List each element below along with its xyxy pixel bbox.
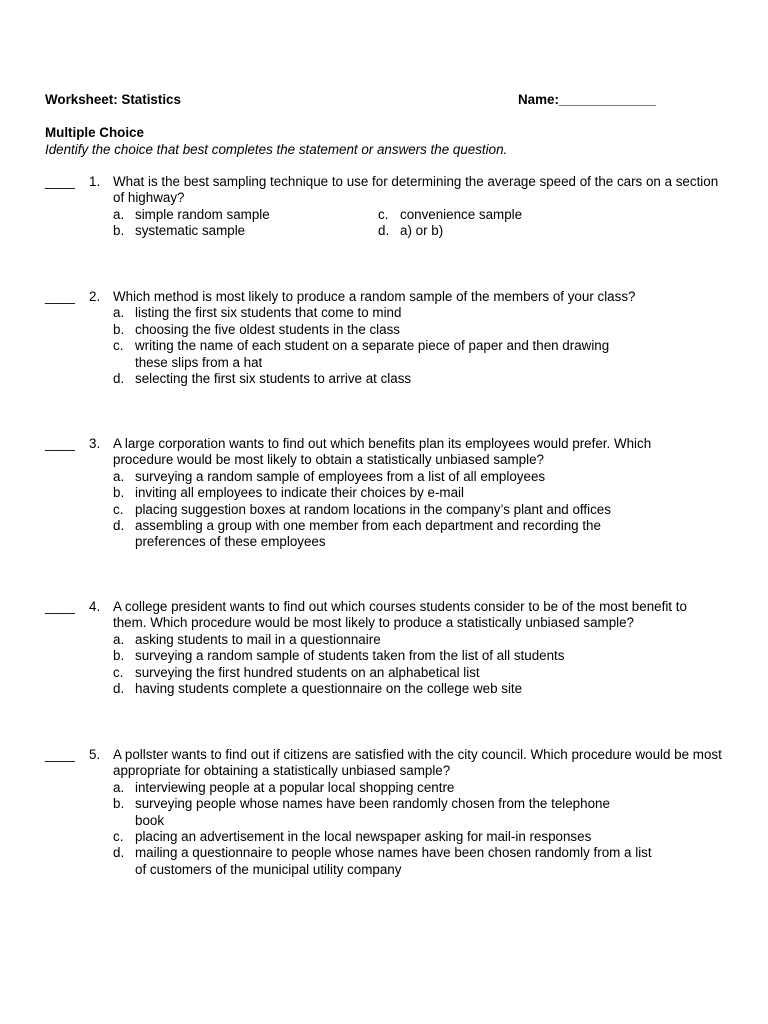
option-letter: b. xyxy=(113,796,125,812)
question-5 xyxy=(45,747,725,878)
options xyxy=(113,305,725,387)
option-d xyxy=(378,223,640,239)
question-3 xyxy=(45,436,725,551)
name-field: Name:_____________ xyxy=(518,92,656,107)
answer-blank: ____ xyxy=(45,747,75,762)
option-letter: d. xyxy=(378,223,390,239)
option-text: surveying a random sample of students taken from the list of all students xyxy=(135,648,565,664)
option-a xyxy=(113,207,375,223)
option-b xyxy=(113,322,725,338)
question-text: A large corporation wants to find out which benefits plan its employees would prefer. Which procedure would be most likely to obtain a statistically unbiased sample? xyxy=(113,436,652,468)
option-text: writing the name of each student on a separate piece of paper and then drawing these slips from a hat xyxy=(135,338,610,370)
option-text: surveying people whose names have been randomly chosen from the telephone book xyxy=(135,796,610,828)
option-text: listing the first six students that come to mind xyxy=(135,305,402,321)
option-text: interviewing people at a popular local shopping centre xyxy=(135,779,455,795)
option-text: inviting all employees to indicate their choices by e-mail xyxy=(135,485,464,501)
option-text: systematic sample xyxy=(135,223,246,239)
option-text: a) or b) xyxy=(400,223,444,239)
question-text: A pollster wants to find out if citizens are satisfied with the city council. Which procedure would be most appropriate for obtaining a statistically unbiased sample? xyxy=(113,747,722,779)
question-text: What is the best sampling technique to use for determining the average speed of the cars on a section of highway? xyxy=(113,174,719,206)
option-text: surveying a random sample of employees from a list of all employees xyxy=(135,468,546,484)
worksheet-title: Worksheet: Statistics xyxy=(45,92,181,107)
option-letter: c. xyxy=(113,829,124,845)
option-a xyxy=(113,469,725,485)
question-number: 3. xyxy=(89,436,101,451)
option-d xyxy=(113,371,725,387)
option-a xyxy=(113,780,725,796)
question-4 xyxy=(45,599,725,697)
answer-blank: ____ xyxy=(45,436,75,451)
option-letter: a. xyxy=(113,468,125,484)
option-text: placing an advertisement in the local newspaper asking for mail-in responses xyxy=(135,829,592,845)
option-c xyxy=(113,502,725,518)
option-d xyxy=(113,518,630,551)
options xyxy=(113,207,725,240)
option-d xyxy=(113,845,660,878)
option-b xyxy=(113,648,725,664)
question-text: A college president wants to find out which courses students consider to be of the most benefit to them. Which procedure would be most likely to produce a statistically unbiased sample? xyxy=(113,599,687,631)
option-letter: b. xyxy=(113,223,125,239)
question-number: 5. xyxy=(89,747,101,762)
options xyxy=(113,780,725,878)
option-text: assembling a group with one member from each department and recording the preferences of these employees xyxy=(135,518,601,550)
instructions: Identify the choice that best completes the statement or answers the question. xyxy=(45,142,508,157)
option-letter: a. xyxy=(113,779,125,795)
option-text: simple random sample xyxy=(135,206,270,222)
option-letter: d. xyxy=(113,518,125,534)
option-text: having students complete a questionnaire on the college web site xyxy=(135,681,523,697)
option-b xyxy=(113,485,725,501)
option-letter: d. xyxy=(113,371,125,387)
option-letter: a. xyxy=(113,206,125,222)
question-number: 4. xyxy=(89,599,101,614)
option-a xyxy=(113,305,725,321)
option-c xyxy=(378,207,640,223)
option-c xyxy=(113,338,635,371)
question-1 xyxy=(45,174,725,240)
option-text: selecting the first six students to arrive at class xyxy=(135,371,412,387)
option-d xyxy=(113,681,725,697)
option-text: asking students to mail in a questionnaire xyxy=(135,631,381,647)
option-letter: b. xyxy=(113,485,125,501)
option-a xyxy=(113,632,725,648)
option-text: choosing the five oldest students in the class xyxy=(135,321,400,337)
option-text: surveying the first hundred students on an alphabetical list xyxy=(135,664,480,680)
answer-blank: ____ xyxy=(45,289,75,304)
option-letter: c. xyxy=(113,338,124,354)
worksheet-header xyxy=(45,92,725,110)
question-2 xyxy=(45,289,725,387)
option-letter: b. xyxy=(113,648,125,664)
option-b xyxy=(113,796,635,829)
option-letter: a. xyxy=(113,631,125,647)
question-number: 1. xyxy=(89,174,101,189)
option-c xyxy=(113,665,725,681)
question-text: Which method is most likely to produce a random sample of the members of your class? xyxy=(113,289,636,304)
option-letter: b. xyxy=(113,321,125,337)
options xyxy=(113,469,725,551)
option-text: convenience sample xyxy=(400,206,523,222)
option-letter: a. xyxy=(113,305,125,321)
option-c xyxy=(113,829,725,845)
option-letter: c. xyxy=(378,206,389,222)
option-letter: d. xyxy=(113,681,125,697)
option-letter: d. xyxy=(113,845,125,861)
option-b xyxy=(113,223,375,239)
option-letter: c. xyxy=(113,501,124,517)
option-text: mailing a questionnaire to people whose names have been chosen randomly from a list of customers of the municipal utility company xyxy=(135,845,652,877)
options xyxy=(113,632,725,698)
option-letter: c. xyxy=(113,664,124,680)
section-title: Multiple Choice xyxy=(45,125,144,140)
answer-blank: ____ xyxy=(45,174,75,189)
answer-blank: ____ xyxy=(45,599,75,614)
option-text: placing suggestion boxes at random locations in the company’s plant and offices xyxy=(135,501,611,517)
question-number: 2. xyxy=(89,289,101,304)
